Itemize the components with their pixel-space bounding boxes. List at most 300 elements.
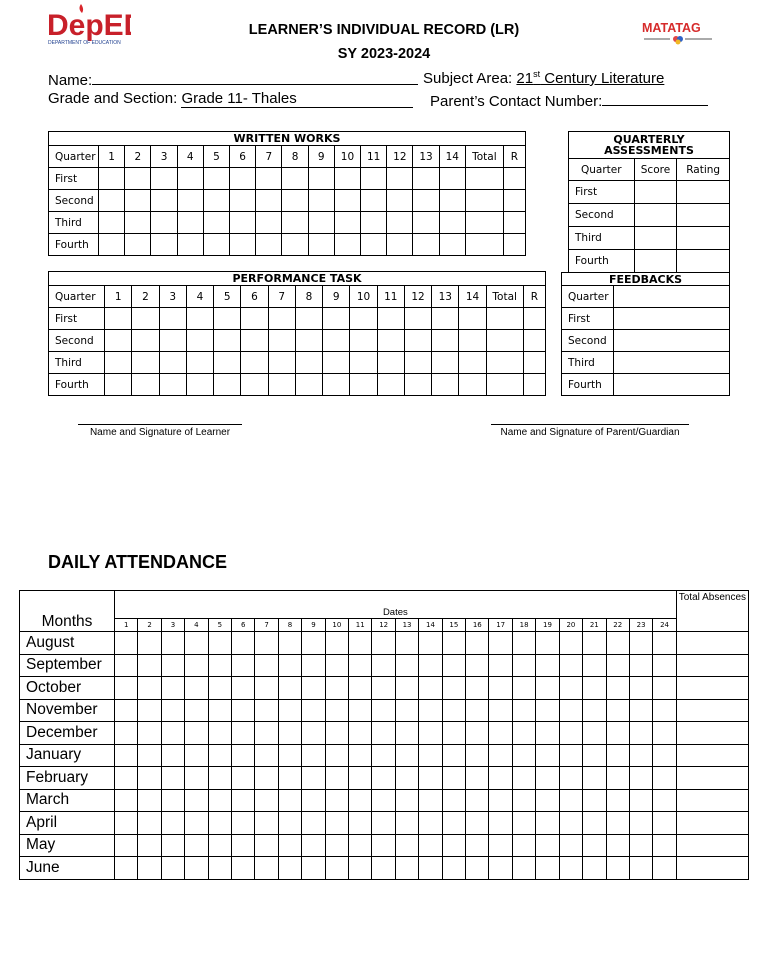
attendance-day-cell[interactable] [653, 744, 676, 767]
pt-score-cell[interactable] [404, 308, 431, 330]
attendance-day-cell[interactable] [466, 632, 489, 655]
attendance-day-cell[interactable] [302, 632, 325, 655]
attendance-day-cell[interactable] [489, 857, 512, 880]
ww-score-cell[interactable] [177, 234, 203, 256]
pt-score-cell[interactable] [105, 352, 132, 374]
qa-score-cell[interactable] [634, 181, 677, 204]
attendance-total-cell[interactable] [676, 699, 748, 722]
ww-score-cell[interactable] [256, 212, 282, 234]
qa-score-cell[interactable] [634, 204, 677, 227]
pt-score-cell[interactable] [214, 330, 241, 352]
attendance-day-cell[interactable] [161, 789, 184, 812]
attendance-total-cell[interactable] [676, 744, 748, 767]
attendance-day-cell[interactable] [349, 789, 372, 812]
pt-score-cell[interactable] [159, 308, 186, 330]
attendance-day-cell[interactable] [536, 677, 559, 700]
attendance-total-cell[interactable] [676, 654, 748, 677]
pt-score-cell[interactable] [295, 308, 322, 330]
attendance-day-cell[interactable] [395, 767, 418, 790]
ww-score-cell[interactable] [465, 190, 503, 212]
attendance-day-cell[interactable] [466, 699, 489, 722]
attendance-day-cell[interactable] [325, 677, 348, 700]
attendance-total-cell[interactable] [676, 722, 748, 745]
learner-signature-line[interactable] [78, 424, 242, 425]
pt-score-cell[interactable] [432, 352, 459, 374]
attendance-day-cell[interactable] [349, 722, 372, 745]
attendance-day-cell[interactable] [395, 654, 418, 677]
pt-score-cell[interactable] [214, 308, 241, 330]
attendance-day-cell[interactable] [653, 789, 676, 812]
ww-score-cell[interactable] [151, 212, 177, 234]
attendance-day-cell[interactable] [395, 677, 418, 700]
attendance-day-cell[interactable] [114, 654, 137, 677]
attendance-day-cell[interactable] [255, 744, 278, 767]
pt-score-cell[interactable] [186, 374, 213, 396]
attendance-day-cell[interactable] [489, 699, 512, 722]
ww-score-cell[interactable] [282, 190, 308, 212]
attendance-day-cell[interactable] [606, 789, 629, 812]
attendance-day-cell[interactable] [559, 677, 582, 700]
attendance-day-cell[interactable] [489, 812, 512, 835]
attendance-day-cell[interactable] [653, 812, 676, 835]
attendance-day-cell[interactable] [208, 857, 231, 880]
ww-score-cell[interactable] [387, 190, 413, 212]
attendance-day-cell[interactable] [325, 744, 348, 767]
attendance-day-cell[interactable] [536, 857, 559, 880]
attendance-day-cell[interactable] [536, 767, 559, 790]
attendance-day-cell[interactable] [606, 632, 629, 655]
attendance-day-cell[interactable] [583, 789, 606, 812]
attendance-day-cell[interactable] [325, 789, 348, 812]
attendance-day-cell[interactable] [466, 812, 489, 835]
pt-score-cell[interactable] [105, 308, 132, 330]
attendance-day-cell[interactable] [629, 744, 652, 767]
attendance-day-cell[interactable] [138, 632, 161, 655]
attendance-day-cell[interactable] [185, 744, 208, 767]
attendance-day-cell[interactable] [395, 632, 418, 655]
attendance-day-cell[interactable] [395, 789, 418, 812]
attendance-day-cell[interactable] [255, 654, 278, 677]
pt-score-cell[interactable] [377, 374, 404, 396]
attendance-day-cell[interactable] [302, 744, 325, 767]
ww-score-cell[interactable] [256, 234, 282, 256]
ww-score-cell[interactable] [439, 168, 465, 190]
pt-score-cell[interactable] [295, 330, 322, 352]
pt-score-cell[interactable] [268, 374, 295, 396]
attendance-day-cell[interactable] [114, 812, 137, 835]
pt-score-cell[interactable] [486, 308, 523, 330]
ww-score-cell[interactable] [282, 168, 308, 190]
attendance-day-cell[interactable] [653, 834, 676, 857]
pt-score-cell[interactable] [459, 308, 486, 330]
pt-score-cell[interactable] [432, 330, 459, 352]
ww-score-cell[interactable] [177, 168, 203, 190]
attendance-day-cell[interactable] [161, 722, 184, 745]
attendance-day-cell[interactable] [278, 857, 301, 880]
attendance-day-cell[interactable] [372, 722, 395, 745]
attendance-day-cell[interactable] [114, 834, 137, 857]
pt-score-cell[interactable] [241, 330, 268, 352]
attendance-day-cell[interactable] [395, 857, 418, 880]
attendance-day-cell[interactable] [349, 677, 372, 700]
pt-score-cell[interactable] [295, 352, 322, 374]
attendance-day-cell[interactable] [395, 722, 418, 745]
attendance-day-cell[interactable] [325, 632, 348, 655]
attendance-day-cell[interactable] [161, 699, 184, 722]
attendance-day-cell[interactable] [302, 789, 325, 812]
attendance-day-cell[interactable] [232, 767, 255, 790]
attendance-day-cell[interactable] [442, 699, 465, 722]
ww-score-cell[interactable] [282, 234, 308, 256]
attendance-day-cell[interactable] [255, 722, 278, 745]
attendance-day-cell[interactable] [208, 789, 231, 812]
ww-score-cell[interactable] [99, 168, 125, 190]
attendance-day-cell[interactable] [419, 744, 442, 767]
attendance-day-cell[interactable] [349, 812, 372, 835]
attendance-day-cell[interactable] [114, 857, 137, 880]
attendance-day-cell[interactable] [442, 632, 465, 655]
attendance-day-cell[interactable] [208, 722, 231, 745]
pt-score-cell[interactable] [214, 352, 241, 374]
ww-score-cell[interactable] [230, 190, 256, 212]
attendance-day-cell[interactable] [442, 834, 465, 857]
attendance-day-cell[interactable] [372, 632, 395, 655]
attendance-day-cell[interactable] [442, 722, 465, 745]
parent-signature-line[interactable] [491, 424, 689, 425]
attendance-day-cell[interactable] [255, 677, 278, 700]
attendance-day-cell[interactable] [442, 677, 465, 700]
attendance-day-cell[interactable] [138, 857, 161, 880]
attendance-day-cell[interactable] [512, 744, 535, 767]
attendance-total-cell[interactable] [676, 767, 748, 790]
attendance-day-cell[interactable] [419, 632, 442, 655]
attendance-day-cell[interactable] [419, 767, 442, 790]
attendance-day-cell[interactable] [606, 699, 629, 722]
attendance-day-cell[interactable] [138, 812, 161, 835]
qa-score-cell[interactable] [634, 227, 677, 250]
attendance-day-cell[interactable] [138, 654, 161, 677]
pt-score-cell[interactable] [186, 330, 213, 352]
attendance-day-cell[interactable] [512, 654, 535, 677]
attendance-day-cell[interactable] [278, 699, 301, 722]
attendance-day-cell[interactable] [442, 789, 465, 812]
attendance-day-cell[interactable] [302, 654, 325, 677]
attendance-day-cell[interactable] [302, 834, 325, 857]
pt-score-cell[interactable] [523, 352, 545, 374]
pt-score-cell[interactable] [404, 352, 431, 374]
pt-score-cell[interactable] [323, 330, 350, 352]
attendance-day-cell[interactable] [536, 789, 559, 812]
attendance-day-cell[interactable] [536, 632, 559, 655]
attendance-day-cell[interactable] [325, 834, 348, 857]
attendance-day-cell[interactable] [489, 654, 512, 677]
attendance-day-cell[interactable] [185, 722, 208, 745]
ww-score-cell[interactable] [465, 168, 503, 190]
attendance-day-cell[interactable] [138, 677, 161, 700]
attendance-day-cell[interactable] [278, 722, 301, 745]
attendance-day-cell[interactable] [653, 677, 676, 700]
pt-score-cell[interactable] [323, 352, 350, 374]
attendance-day-cell[interactable] [232, 699, 255, 722]
ww-score-cell[interactable] [125, 212, 151, 234]
ww-score-cell[interactable] [308, 212, 334, 234]
attendance-day-cell[interactable] [419, 812, 442, 835]
attendance-day-cell[interactable] [512, 812, 535, 835]
attendance-total-cell[interactable] [676, 857, 748, 880]
attendance-day-cell[interactable] [114, 722, 137, 745]
ww-score-cell[interactable] [99, 234, 125, 256]
attendance-day-cell[interactable] [489, 789, 512, 812]
attendance-day-cell[interactable] [419, 834, 442, 857]
attendance-day-cell[interactable] [512, 789, 535, 812]
pt-score-cell[interactable] [186, 308, 213, 330]
attendance-day-cell[interactable] [606, 722, 629, 745]
ww-score-cell[interactable] [361, 212, 387, 234]
attendance-day-cell[interactable] [606, 767, 629, 790]
qa-score-cell[interactable] [634, 250, 677, 273]
ww-score-cell[interactable] [465, 212, 503, 234]
ww-score-cell[interactable] [99, 190, 125, 212]
attendance-day-cell[interactable] [278, 812, 301, 835]
attendance-day-cell[interactable] [559, 722, 582, 745]
attendance-day-cell[interactable] [349, 767, 372, 790]
pt-score-cell[interactable] [523, 308, 545, 330]
pt-score-cell[interactable] [404, 330, 431, 352]
attendance-day-cell[interactable] [208, 632, 231, 655]
attendance-day-cell[interactable] [372, 857, 395, 880]
pt-score-cell[interactable] [323, 374, 350, 396]
pt-score-cell[interactable] [268, 308, 295, 330]
attendance-day-cell[interactable] [583, 632, 606, 655]
attendance-day-cell[interactable] [278, 789, 301, 812]
attendance-day-cell[interactable] [583, 744, 606, 767]
attendance-day-cell[interactable] [255, 789, 278, 812]
attendance-day-cell[interactable] [489, 744, 512, 767]
pt-score-cell[interactable] [214, 374, 241, 396]
attendance-total-cell[interactable] [676, 632, 748, 655]
attendance-day-cell[interactable] [419, 699, 442, 722]
attendance-day-cell[interactable] [255, 834, 278, 857]
attendance-day-cell[interactable] [466, 654, 489, 677]
attendance-day-cell[interactable] [161, 654, 184, 677]
ww-score-cell[interactable] [308, 234, 334, 256]
attendance-day-cell[interactable] [536, 654, 559, 677]
attendance-day-cell[interactable] [208, 834, 231, 857]
name-blank[interactable] [92, 69, 418, 85]
attendance-day-cell[interactable] [559, 632, 582, 655]
attendance-day-cell[interactable] [466, 677, 489, 700]
pt-score-cell[interactable] [268, 352, 295, 374]
ww-score-cell[interactable] [308, 168, 334, 190]
attendance-total-cell[interactable] [676, 677, 748, 700]
attendance-day-cell[interactable] [232, 812, 255, 835]
attendance-day-cell[interactable] [395, 834, 418, 857]
attendance-day-cell[interactable] [161, 812, 184, 835]
attendance-day-cell[interactable] [512, 857, 535, 880]
attendance-day-cell[interactable] [629, 767, 652, 790]
qa-rating-cell[interactable] [677, 250, 730, 273]
pt-score-cell[interactable] [350, 374, 377, 396]
attendance-day-cell[interactable] [606, 857, 629, 880]
ww-score-cell[interactable] [125, 190, 151, 212]
attendance-day-cell[interactable] [536, 699, 559, 722]
attendance-day-cell[interactable] [559, 812, 582, 835]
attendance-day-cell[interactable] [302, 767, 325, 790]
attendance-day-cell[interactable] [629, 789, 652, 812]
attendance-day-cell[interactable] [161, 744, 184, 767]
attendance-day-cell[interactable] [185, 632, 208, 655]
pt-score-cell[interactable] [350, 352, 377, 374]
attendance-day-cell[interactable] [372, 812, 395, 835]
pt-score-cell[interactable] [132, 352, 159, 374]
attendance-day-cell[interactable] [278, 654, 301, 677]
pt-score-cell[interactable] [132, 330, 159, 352]
attendance-day-cell[interactable] [466, 722, 489, 745]
attendance-day-cell[interactable] [583, 857, 606, 880]
attendance-day-cell[interactable] [559, 654, 582, 677]
pt-score-cell[interactable] [523, 374, 545, 396]
attendance-day-cell[interactable] [208, 744, 231, 767]
ww-score-cell[interactable] [282, 212, 308, 234]
attendance-day-cell[interactable] [302, 677, 325, 700]
attendance-day-cell[interactable] [232, 857, 255, 880]
attendance-day-cell[interactable] [232, 744, 255, 767]
attendance-day-cell[interactable] [232, 654, 255, 677]
attendance-day-cell[interactable] [255, 699, 278, 722]
pt-score-cell[interactable] [432, 308, 459, 330]
fb-blank-header[interactable] [613, 286, 729, 308]
pt-score-cell[interactable] [186, 352, 213, 374]
pt-score-cell[interactable] [377, 352, 404, 374]
attendance-day-cell[interactable] [302, 857, 325, 880]
attendance-day-cell[interactable] [489, 767, 512, 790]
attendance-day-cell[interactable] [606, 744, 629, 767]
attendance-day-cell[interactable] [395, 812, 418, 835]
pt-score-cell[interactable] [404, 374, 431, 396]
attendance-day-cell[interactable] [114, 632, 137, 655]
attendance-day-cell[interactable] [185, 812, 208, 835]
ww-score-cell[interactable] [151, 234, 177, 256]
qa-rating-cell[interactable] [677, 204, 730, 227]
attendance-day-cell[interactable] [512, 699, 535, 722]
attendance-day-cell[interactable] [583, 677, 606, 700]
attendance-day-cell[interactable] [325, 699, 348, 722]
parent-contact-blank[interactable] [602, 90, 708, 106]
pt-score-cell[interactable] [132, 374, 159, 396]
attendance-day-cell[interactable] [138, 789, 161, 812]
attendance-day-cell[interactable] [489, 834, 512, 857]
attendance-day-cell[interactable] [583, 722, 606, 745]
attendance-day-cell[interactable] [255, 632, 278, 655]
attendance-day-cell[interactable] [278, 744, 301, 767]
attendance-day-cell[interactable] [349, 699, 372, 722]
attendance-day-cell[interactable] [583, 812, 606, 835]
attendance-day-cell[interactable] [419, 654, 442, 677]
attendance-day-cell[interactable] [536, 812, 559, 835]
fb-feedback-cell[interactable] [613, 330, 729, 352]
ww-score-cell[interactable] [256, 190, 282, 212]
attendance-day-cell[interactable] [629, 654, 652, 677]
fb-feedback-cell[interactable] [613, 308, 729, 330]
attendance-day-cell[interactable] [559, 834, 582, 857]
attendance-day-cell[interactable] [583, 834, 606, 857]
pt-score-cell[interactable] [159, 330, 186, 352]
ww-score-cell[interactable] [334, 234, 360, 256]
attendance-total-cell[interactable] [676, 834, 748, 857]
attendance-day-cell[interactable] [512, 722, 535, 745]
attendance-day-cell[interactable] [419, 677, 442, 700]
attendance-day-cell[interactable] [466, 789, 489, 812]
attendance-day-cell[interactable] [255, 812, 278, 835]
attendance-day-cell[interactable] [278, 677, 301, 700]
ww-score-cell[interactable] [230, 234, 256, 256]
ww-score-cell[interactable] [387, 212, 413, 234]
ww-score-cell[interactable] [361, 168, 387, 190]
pt-score-cell[interactable] [350, 308, 377, 330]
pt-score-cell[interactable] [350, 330, 377, 352]
ww-score-cell[interactable] [413, 190, 439, 212]
attendance-day-cell[interactable] [185, 677, 208, 700]
ww-score-cell[interactable] [334, 190, 360, 212]
ww-score-cell[interactable] [177, 212, 203, 234]
attendance-day-cell[interactable] [629, 677, 652, 700]
pt-score-cell[interactable] [241, 374, 268, 396]
attendance-day-cell[interactable] [442, 857, 465, 880]
attendance-day-cell[interactable] [489, 632, 512, 655]
attendance-day-cell[interactable] [606, 834, 629, 857]
attendance-day-cell[interactable] [395, 744, 418, 767]
attendance-day-cell[interactable] [278, 632, 301, 655]
attendance-day-cell[interactable] [653, 857, 676, 880]
pt-score-cell[interactable] [323, 308, 350, 330]
attendance-day-cell[interactable] [512, 834, 535, 857]
ww-score-cell[interactable] [99, 212, 125, 234]
attendance-day-cell[interactable] [583, 767, 606, 790]
ww-score-cell[interactable] [439, 190, 465, 212]
pt-score-cell[interactable] [377, 330, 404, 352]
attendance-day-cell[interactable] [559, 857, 582, 880]
attendance-day-cell[interactable] [325, 654, 348, 677]
ww-score-cell[interactable] [503, 212, 525, 234]
attendance-day-cell[interactable] [606, 677, 629, 700]
attendance-day-cell[interactable] [114, 767, 137, 790]
attendance-day-cell[interactable] [114, 699, 137, 722]
attendance-day-cell[interactable] [138, 722, 161, 745]
attendance-day-cell[interactable] [442, 744, 465, 767]
attendance-day-cell[interactable] [559, 744, 582, 767]
attendance-day-cell[interactable] [419, 722, 442, 745]
attendance-day-cell[interactable] [653, 722, 676, 745]
attendance-day-cell[interactable] [161, 632, 184, 655]
attendance-day-cell[interactable] [583, 699, 606, 722]
pt-score-cell[interactable] [486, 374, 523, 396]
pt-score-cell[interactable] [159, 352, 186, 374]
attendance-day-cell[interactable] [442, 654, 465, 677]
ww-score-cell[interactable] [503, 234, 525, 256]
attendance-day-cell[interactable] [536, 744, 559, 767]
attendance-day-cell[interactable] [629, 834, 652, 857]
ww-score-cell[interactable] [177, 190, 203, 212]
attendance-day-cell[interactable] [583, 654, 606, 677]
ww-score-cell[interactable] [413, 234, 439, 256]
attendance-day-cell[interactable] [185, 767, 208, 790]
attendance-day-cell[interactable] [161, 857, 184, 880]
attendance-day-cell[interactable] [536, 834, 559, 857]
attendance-total-cell[interactable] [676, 789, 748, 812]
ww-score-cell[interactable] [439, 234, 465, 256]
attendance-day-cell[interactable] [559, 699, 582, 722]
pt-score-cell[interactable] [105, 374, 132, 396]
